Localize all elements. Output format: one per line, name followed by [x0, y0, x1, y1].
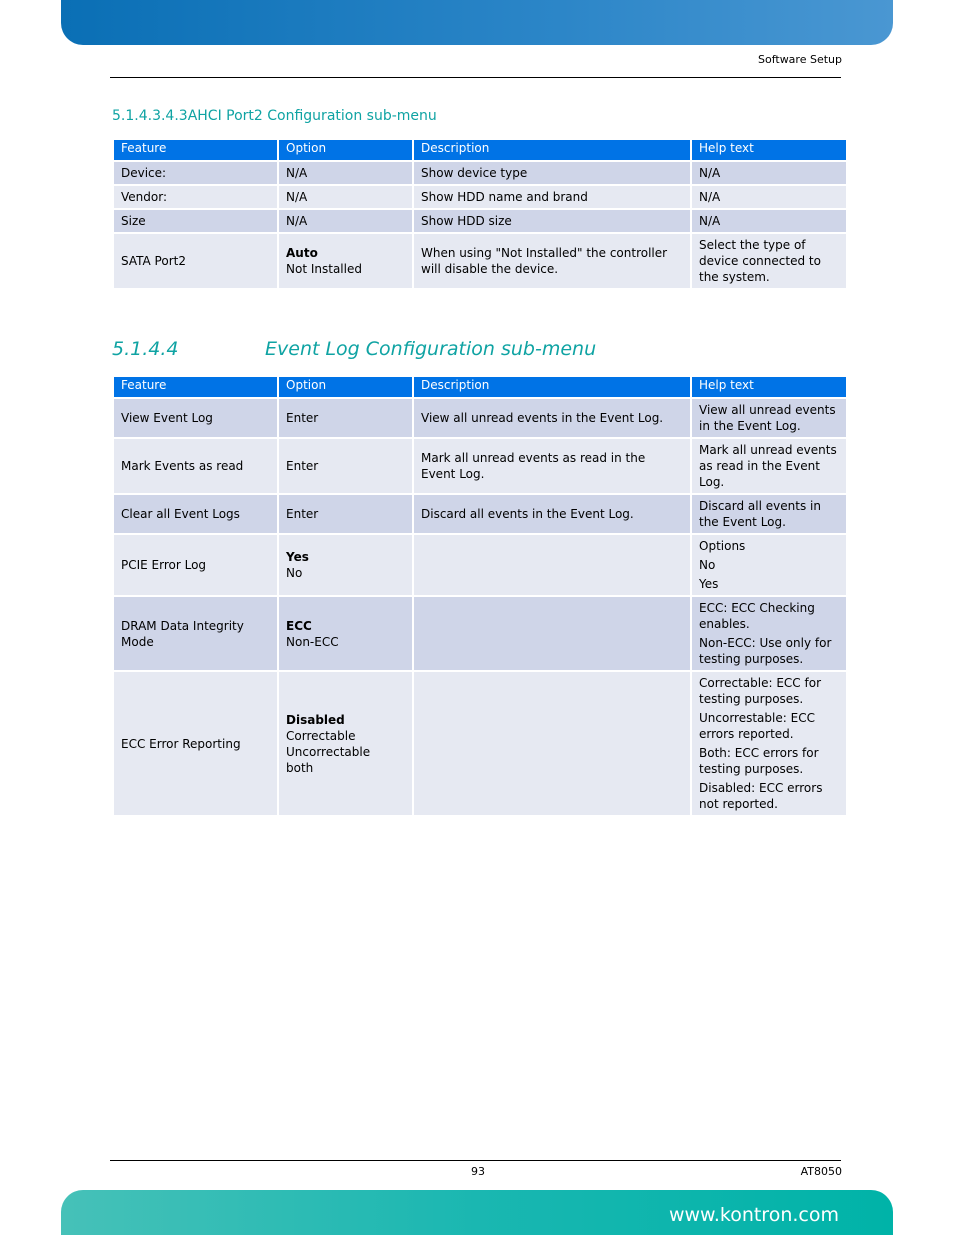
header-divider	[110, 77, 841, 78]
header-help-text: Help text	[692, 140, 846, 160]
cell-help-text	[692, 439, 846, 493]
cell-help-text	[692, 672, 846, 815]
cell-option	[279, 234, 412, 288]
cell-option	[279, 439, 412, 493]
default-option: Auto	[286, 246, 318, 260]
footer-divider	[110, 1160, 841, 1161]
event-log-table	[112, 375, 848, 817]
ahci-port2-table	[112, 138, 848, 290]
help-line: Yes	[699, 577, 719, 591]
header-feature: Feature	[114, 140, 277, 160]
cell-feature: SATA Port2	[114, 234, 277, 288]
cell-feature: PCIE Error Log	[114, 535, 277, 595]
help-line: Mark all unread events as read in the Event Log.	[699, 443, 837, 489]
bottom-banner	[61, 1190, 893, 1235]
default-option: Disabled	[286, 712, 345, 727]
option-value: No	[286, 566, 303, 580]
cell-description	[414, 672, 690, 815]
cell-description: Discard all events in the Event Log.	[414, 495, 690, 533]
cell-feature: Mark Events as read	[114, 439, 277, 493]
cell-help-text	[692, 162, 846, 184]
header-feature: Feature	[114, 377, 277, 397]
cell-option	[279, 399, 412, 437]
header-option: Option	[279, 140, 412, 160]
help-line: N/A	[699, 190, 721, 204]
option-value: Enter	[286, 411, 319, 425]
header-help-text: Help text	[692, 377, 846, 397]
cell-help-text	[692, 210, 846, 232]
cell-feature: Vendor:	[114, 186, 277, 208]
help-line: N/A	[699, 166, 721, 180]
help-line: Non-ECC: Use only for testing purposes.	[699, 636, 832, 666]
website-link[interactable]: www.kontron.com	[668, 1204, 839, 1226]
product-model: AT8050	[800, 1165, 842, 1178]
option-value: N/A	[286, 190, 308, 204]
option-value: Enter	[286, 507, 319, 521]
subsection-heading: 5.1.4.3.4.3AHCI Port2 Configuration sub-menu	[112, 108, 437, 124]
cell-help-text	[692, 399, 846, 437]
table-row	[114, 399, 846, 437]
cell-feature: View Event Log	[114, 399, 277, 437]
cell-option	[279, 210, 412, 232]
cell-feature: Device:	[114, 162, 277, 184]
help-line: No	[699, 558, 716, 572]
top-banner	[61, 0, 893, 45]
table-row	[114, 234, 846, 288]
table-row	[114, 162, 846, 184]
help-line: Uncorrestable: ECC errors reported.	[699, 711, 815, 741]
cell-description: Show device type	[414, 162, 690, 184]
default-option: ECC	[286, 618, 312, 633]
cell-option	[279, 162, 412, 184]
cell-option	[279, 495, 412, 533]
cell-option	[279, 597, 412, 670]
table-header-row	[114, 377, 846, 397]
cell-option	[279, 672, 412, 815]
cell-feature: DRAM Data Integrity Mode	[114, 597, 277, 670]
option-value: N/A	[286, 166, 308, 180]
cell-description: Mark all unread events as read in the Event Log.	[414, 439, 690, 493]
table-row	[114, 672, 846, 815]
option-value: N/A	[286, 214, 308, 228]
cell-option	[279, 535, 412, 595]
table-row	[114, 597, 846, 670]
header-description: Description	[414, 377, 690, 397]
header-section-title: Software Setup	[757, 53, 842, 66]
cell-help-text	[692, 234, 846, 288]
table-row	[114, 495, 846, 533]
section-title: Event Log Configuration sub-menu	[265, 338, 597, 360]
default-option: Yes	[286, 550, 309, 564]
table-row	[114, 535, 846, 595]
cell-help-text	[692, 597, 846, 670]
cell-feature: ECC Error Reporting	[114, 672, 277, 815]
table-row	[114, 210, 846, 232]
table-header-row	[114, 140, 846, 160]
help-line: Select the type of device connected to the system.	[699, 238, 821, 284]
help-line: Discard all events in the Event Log.	[699, 499, 821, 529]
cell-description	[414, 535, 690, 595]
cell-feature: Size	[114, 210, 277, 232]
cell-help-text	[692, 535, 846, 595]
table-row	[114, 186, 846, 208]
cell-description: View all unread events in the Event Log.	[414, 399, 690, 437]
help-line: View all unread events in the Event Log.	[699, 403, 836, 433]
cell-help-text	[692, 495, 846, 533]
help-line: Both: ECC errors for testing purposes.	[699, 746, 819, 776]
cell-help-text	[692, 186, 846, 208]
header-description: Description	[414, 140, 690, 160]
cell-description: Show HDD name and brand	[414, 186, 690, 208]
cell-description: When using "Not Installed" the controller will disable the device.	[414, 234, 690, 288]
section-number: 5.1.4.4	[112, 338, 179, 360]
table-row	[114, 439, 846, 493]
help-line: N/A	[699, 214, 721, 228]
help-line: Correctable: ECC for testing purposes.	[699, 676, 821, 706]
cell-option	[279, 186, 412, 208]
cell-description: Show HDD size	[414, 210, 690, 232]
option-value: Non-ECC	[286, 634, 339, 649]
cell-description	[414, 597, 690, 670]
page-number: 93	[471, 1165, 485, 1178]
option-value: Correctable	[286, 728, 356, 743]
option-value: Enter	[286, 459, 319, 473]
help-line: Options	[699, 539, 746, 553]
option-value: Uncorrectable	[286, 744, 371, 759]
help-line: Disabled: ECC errors not reported.	[699, 781, 823, 811]
option-value: both	[286, 760, 314, 775]
header-option: Option	[279, 377, 412, 397]
help-line: ECC: ECC Checking enables.	[699, 601, 815, 631]
section-heading	[112, 338, 596, 360]
option-value: Not Installed	[286, 262, 362, 276]
cell-feature: Clear all Event Logs	[114, 495, 277, 533]
